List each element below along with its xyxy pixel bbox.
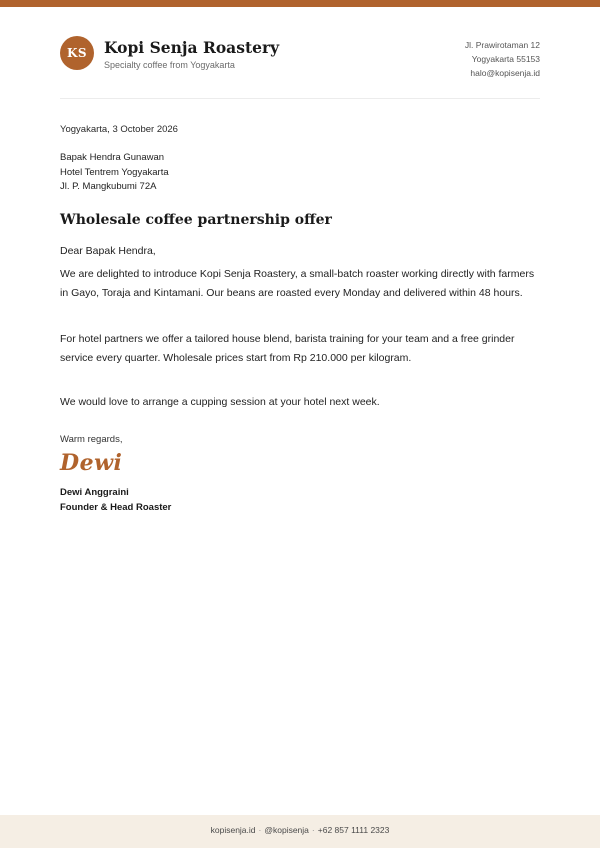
handwritten-signature: Dewi bbox=[60, 450, 123, 476]
header-divider bbox=[60, 98, 540, 99]
letter-date: Yogyakarta, 3 October 2026 bbox=[60, 124, 178, 135]
recipient-name: Bapak Hendra Gunawan bbox=[60, 152, 165, 163]
footer-phone[interactable]: +62 857 1111 2323 bbox=[317, 825, 390, 835]
body-paragraph: We are delighted to introduce Kopi Senja Roastery, a small-batch roaster working directly with farmers in Gayo, Toraja and Kintamani. Our beans are roasted every Monday and delivered within 48 hours. bbox=[60, 268, 535, 299]
footer-separator: · bbox=[258, 825, 262, 835]
recipient-address: Jl. P. Mangkubumi 72A bbox=[60, 181, 157, 192]
signer-title: Founder & Head Roaster bbox=[60, 502, 172, 513]
sender-address bbox=[465, 38, 540, 80]
brand-name: Kopi Senja Roastery bbox=[104, 38, 280, 57]
footer-separator: · bbox=[311, 825, 315, 835]
address-city: Yogyakarta 55153 bbox=[471, 54, 540, 64]
top-accent-bar bbox=[0, 0, 600, 7]
recipient-block bbox=[60, 151, 169, 195]
letter-greeting: Dear Bapak Hendra, bbox=[60, 245, 156, 257]
letter-closing: Warm regards, bbox=[60, 434, 123, 445]
logo-badge: KS bbox=[60, 36, 94, 70]
footer-bar bbox=[0, 815, 600, 848]
address-email[interactable]: halo@kopisenja.id bbox=[470, 68, 540, 78]
body-paragraph: For hotel partners we offer a tailored house blend, barista training for your team and a free grinder service every quarter. Wholesale prices start from Rp 210.000 per kilogram. bbox=[60, 333, 515, 364]
footer-website[interactable]: kopisenja.id bbox=[210, 825, 256, 835]
body-paragraph: We would love to arrange a cupping session at your hotel next week. bbox=[60, 396, 380, 408]
letter-subject: Wholesale coffee partnership offer bbox=[60, 212, 332, 228]
address-street: Jl. Prawirotaman 12 bbox=[464, 40, 540, 50]
brand-tagline: Specialty coffee from Yogyakarta bbox=[104, 60, 235, 70]
recipient-company: Hotel Tentrem Yogyakarta bbox=[60, 166, 169, 178]
signer-name: Dewi Anggraini bbox=[60, 487, 129, 498]
footer-social-handle[interactable]: @kopisenja bbox=[264, 825, 309, 835]
